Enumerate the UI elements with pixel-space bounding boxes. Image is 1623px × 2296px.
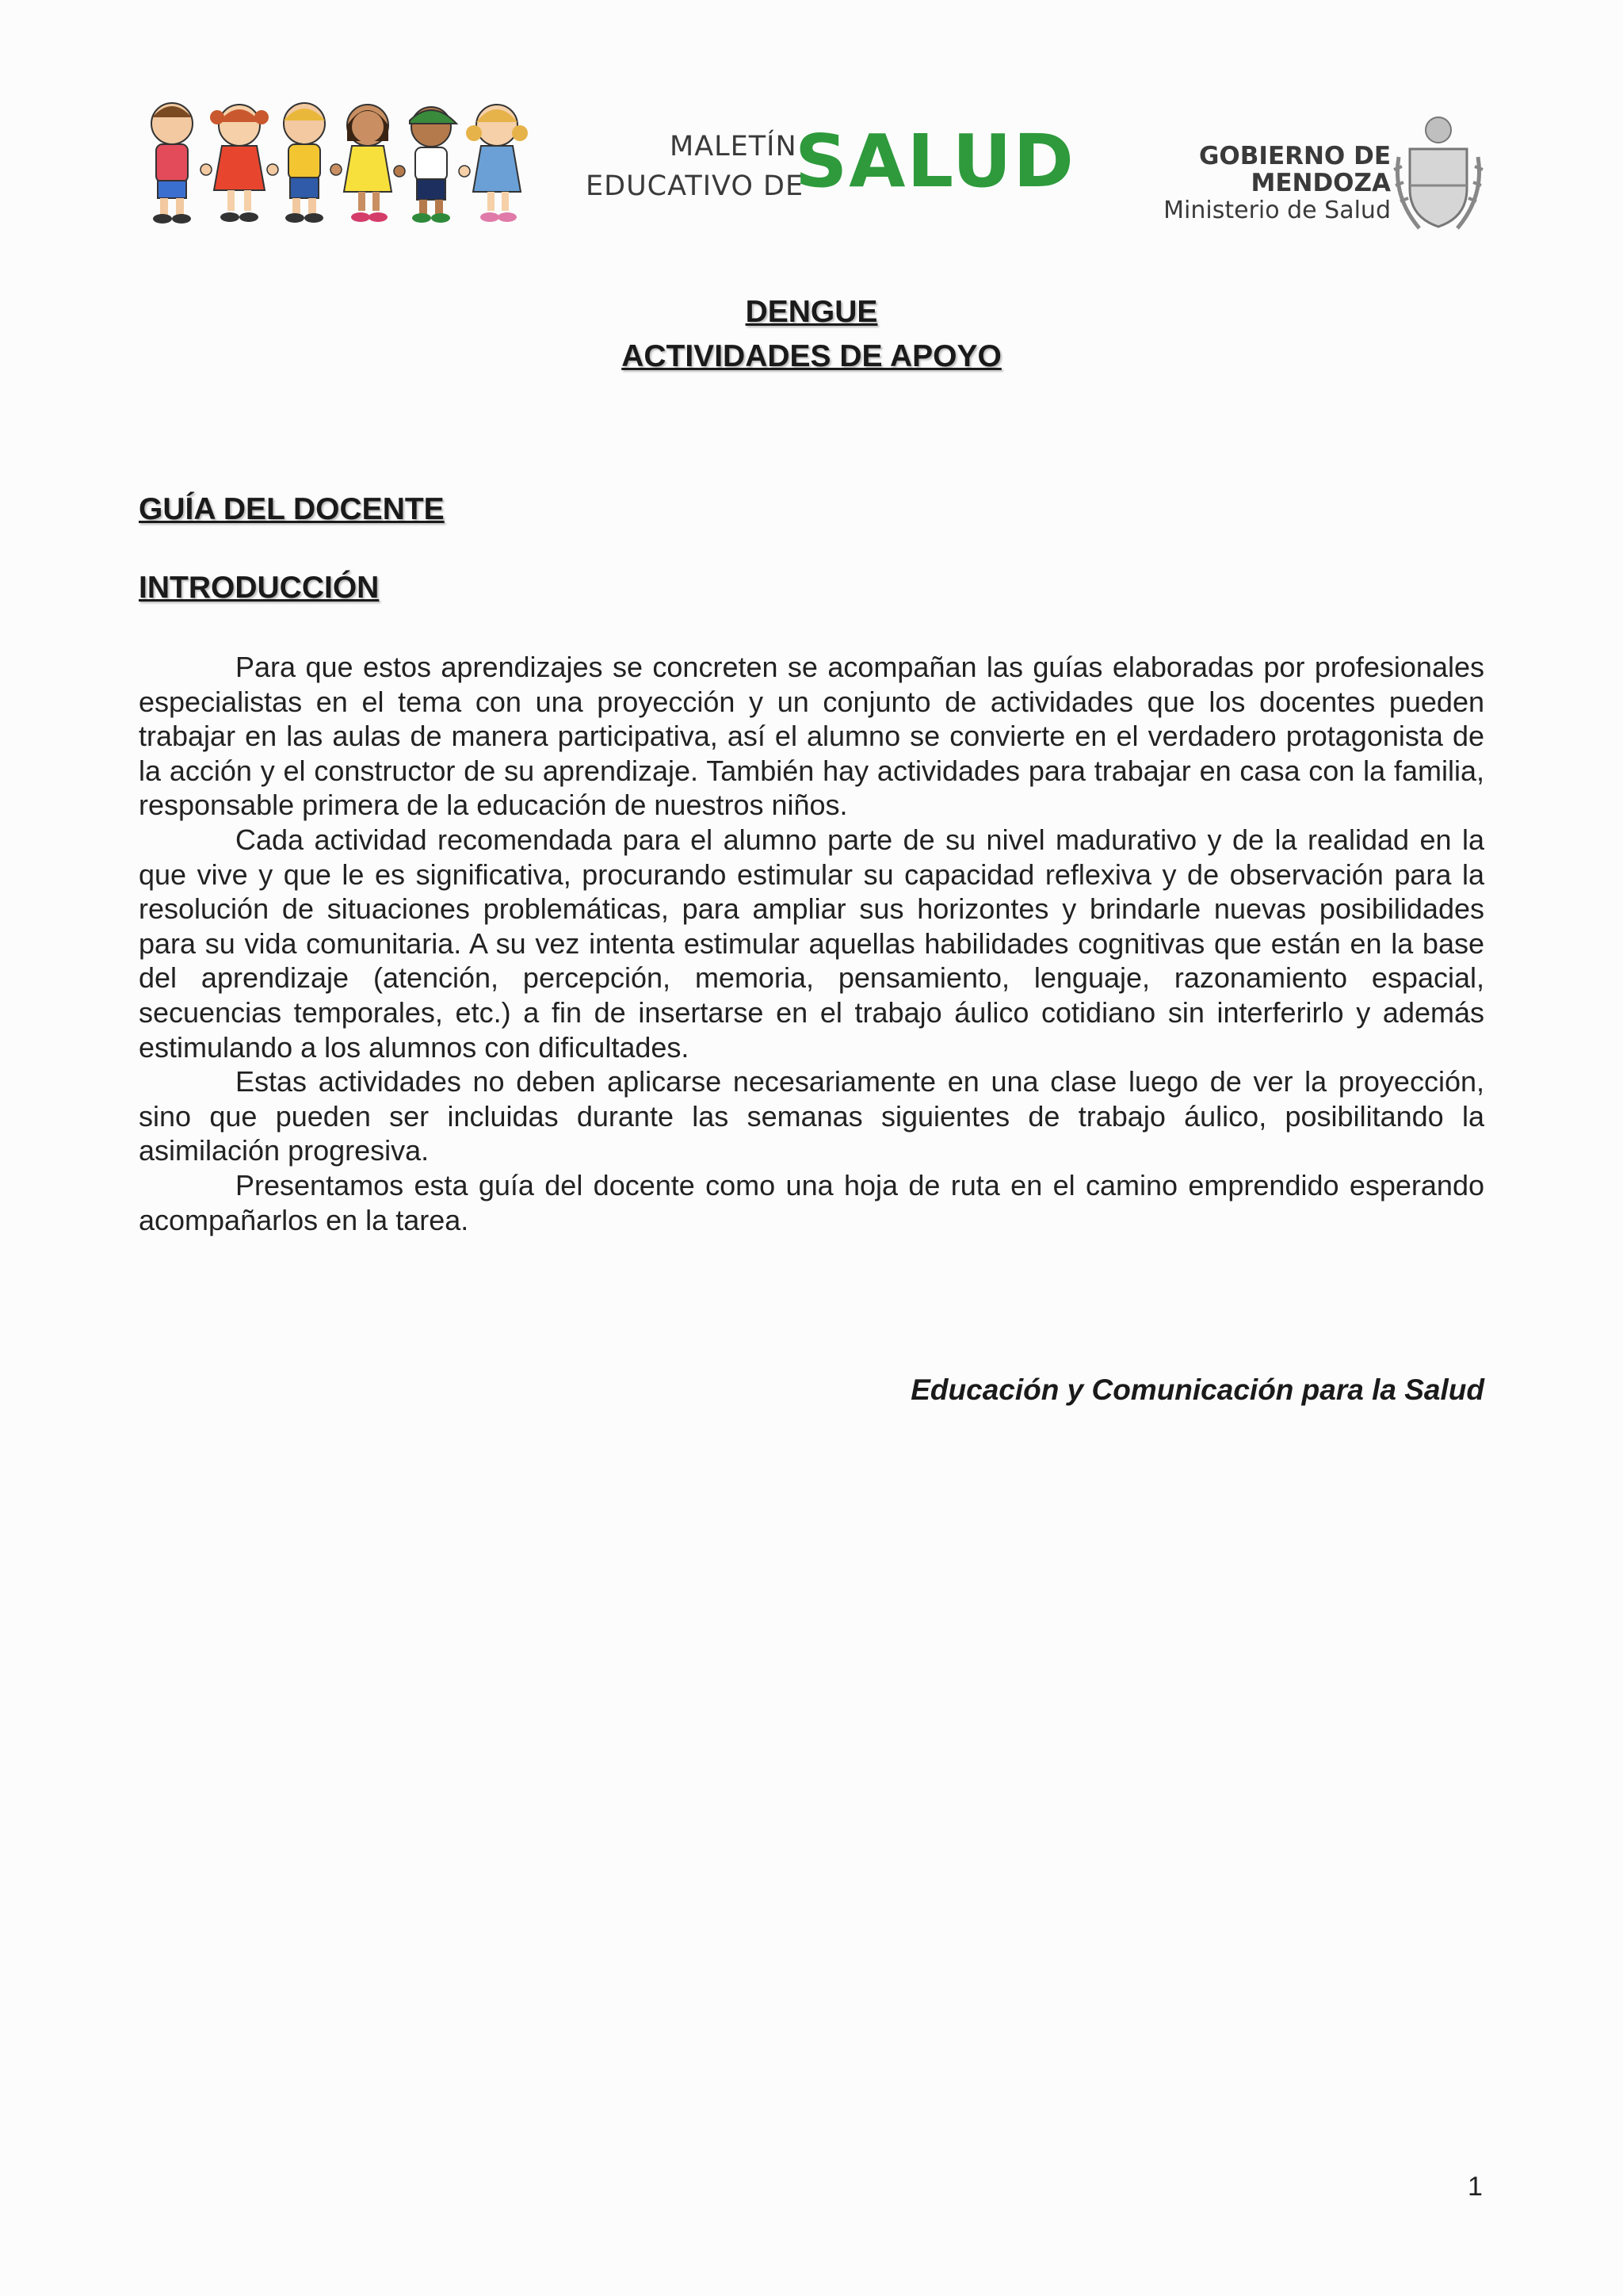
maletin-line1: MALETÍN <box>670 131 797 162</box>
introduction-body <box>139 650 1484 1237</box>
paragraph: Estas actividades no deben aplicarse necesariamente en una clase luego de ver la proyección, sino que pueden ser incluidas durante las semanas siguientes de trabajo áulico, posibilitando la asimilación progresiva. <box>139 1065 1484 1167</box>
paragraph: Presentamos esta guía del docente como una hoja de ruta en el camino emprendido esperando acompañarlos en la tarea. <box>139 1168 1484 1236</box>
heading-guia-docente: GUÍA DEL DOCENTE <box>139 492 445 526</box>
maletin-brand: SALUD <box>795 119 1075 204</box>
gobierno-mendoza-logo <box>1106 143 1391 225</box>
signature: Educación y Comunicación para la Salud <box>911 1373 1484 1406</box>
gobierno-title: GOBIERNO DE MENDOZA <box>1198 142 1391 198</box>
title-dengue: DENGUE <box>745 295 878 329</box>
page-header <box>0 94 1623 236</box>
page-number: 1 <box>1468 2172 1483 2202</box>
document-title <box>0 290 1623 379</box>
gobierno-subtitle: Ministerio de Salud <box>1163 197 1391 225</box>
heading-introduccion: INTRODUCCIÓN <box>139 571 380 605</box>
maletin-line2: EDUCATIVO DE <box>586 170 804 202</box>
paragraph: Para que estos aprendizajes se concreten se acompañan las guías elaboradas por profesionales especialistas en el tema con una proyección y un conjunto de actividades que los docentes pueden trabajar en las aulas de manera participativa, así el alumno se convierte en el verdadero protagonista de la acción y el constructor de su aprendizaje. También hay actividades para trabajar en casa con la familia, responsable primera de la educación de nuestros niños. <box>139 651 1484 822</box>
title-actividades: ACTIVIDADES DE APOYO <box>621 339 1002 373</box>
children-holding-hands-illustration <box>136 94 548 228</box>
maletin-salud-logo <box>582 119 1075 212</box>
mendoza-coat-of-arms-icon <box>1391 109 1486 236</box>
paragraph: Cada actividad recomendada para el alumno parte de su nivel madurativo y de la realidad en la que vive y que le es significativa, procurando estimular su capacidad reflexiva y de observación para la resolución de situaciones problemáticas, para ampliar sus horizontes y brindarle nuevas posibilidades para su vida comunitaria. A su vez intenta estimular aquellas habilidades cognitivas que están en la base del aprendizaje (atención, percepción, memoria, pensamiento, lenguaje, razonamiento espacial, secuencias temporales, etc.) a fin de insertarse en el trabajo áulico cotidiano sin interferirlo y además estimulando a los alumnos con dificultades. <box>139 823 1484 1064</box>
